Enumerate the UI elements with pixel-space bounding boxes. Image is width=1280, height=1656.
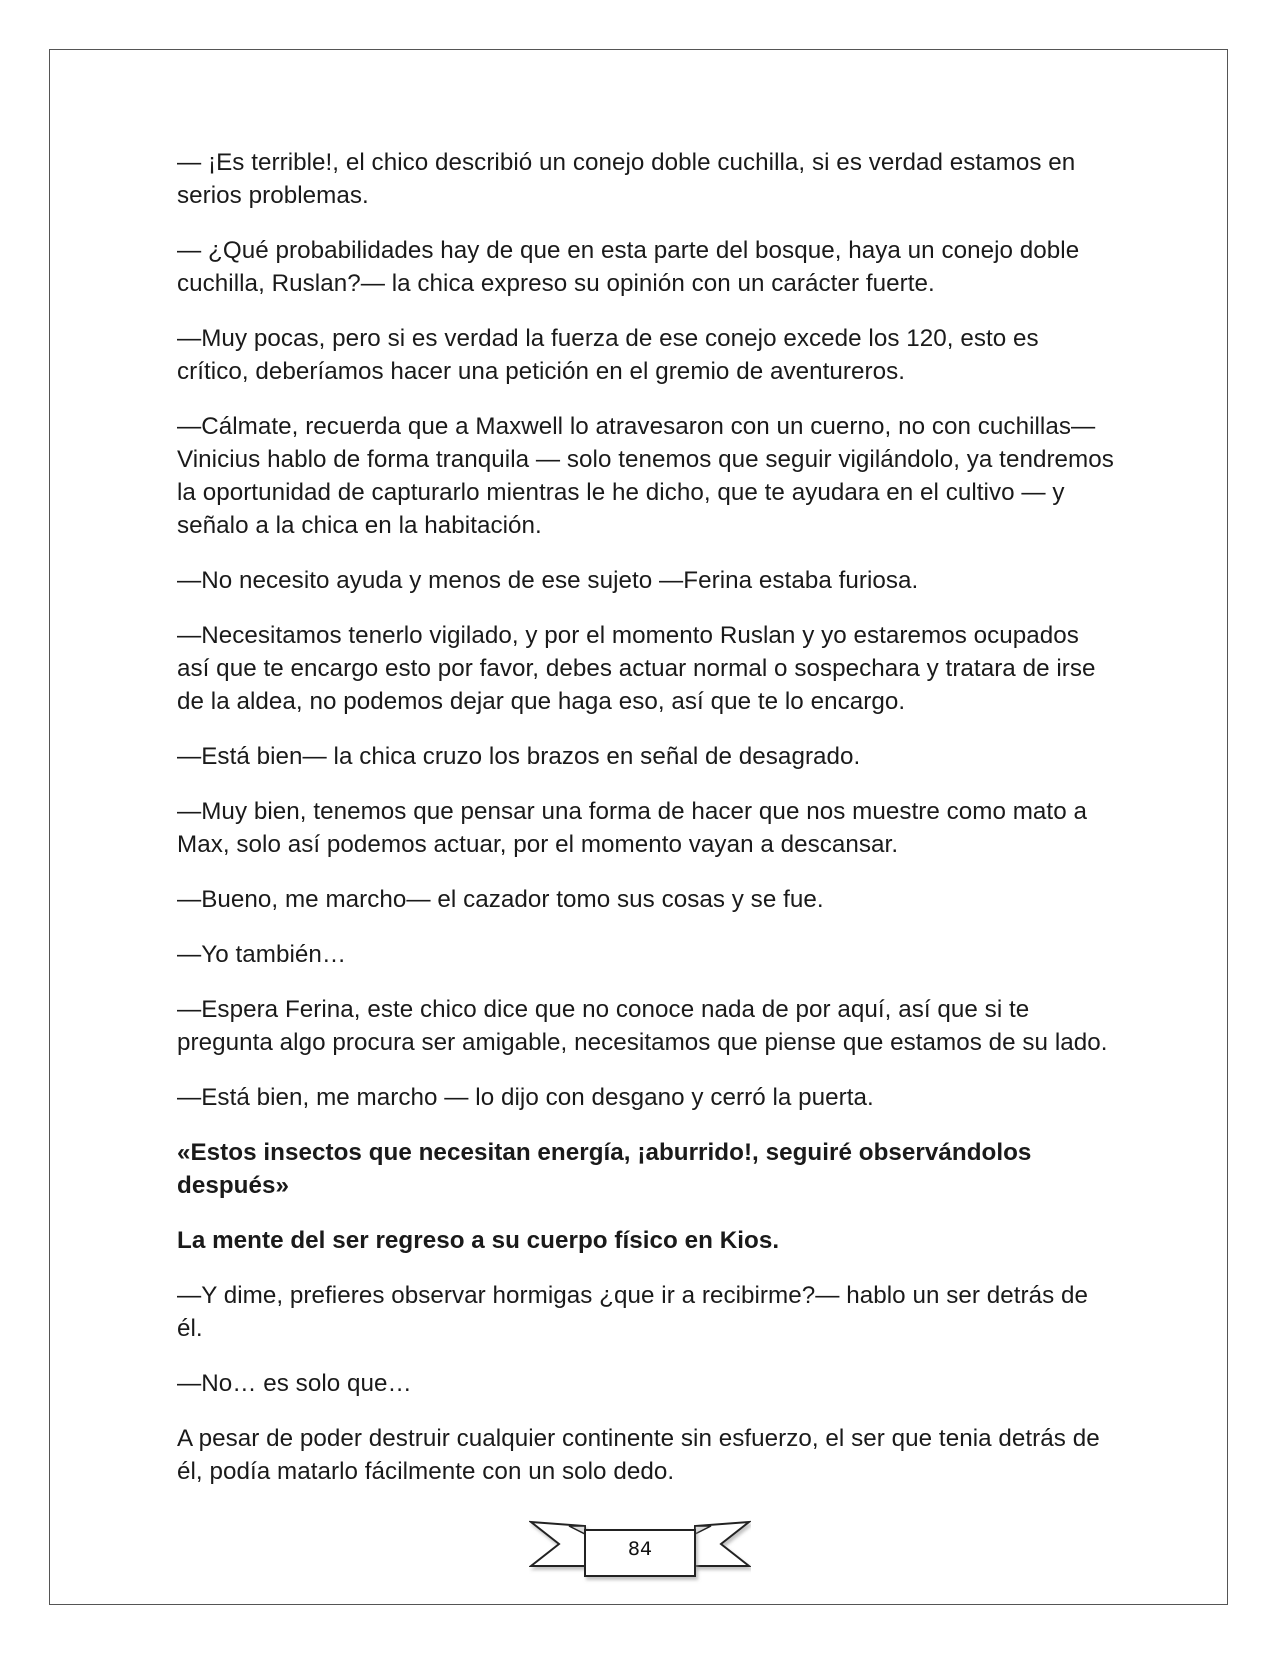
paragraph: —No necesito ayuda y menos de ese sujeto —Ferina estaba furiosa. <box>177 567 919 594</box>
paragraph: —Está bien, me marcho — lo dijo con desgano y cerró la puerta. <box>177 1084 874 1111</box>
paragraph: A pesar de poder destruir cualquier continente sin esfuerzo, el ser que tenia detrás de él, podía matarlo fácilmente con un solo dedo. <box>177 1425 1100 1485</box>
bold-paragraph: La mente del ser regreso a su cuerpo físico en Kios. <box>177 1227 780 1254</box>
paragraph: —Muy bien, tenemos que pensar una forma de hacer que nos muestre como mato a Max, solo así podemos actuar, por el momento vayan a descansar. <box>177 798 1087 858</box>
paragraph: —Está bien— la chica cruzo los brazos en señal de desagrado. <box>177 743 861 770</box>
page-number: 84 <box>627 1538 653 1560</box>
paragraph: —Yo también… <box>177 941 347 968</box>
page-number-banner <box>529 1516 751 1584</box>
paragraph: —Muy pocas, pero si es verdad la fuerza de ese conejo excede los 120, esto es crítico, deberíamos hacer una petición en el gremio de aventureros. <box>177 325 1039 385</box>
paragraph: —Y dime, prefieres observar hormigas ¿que ir a recibirme?— hablo un ser detrás de él. <box>177 1282 1089 1342</box>
paragraph: —Bueno, me marcho— el cazador tomo sus cosas y se fue. <box>177 886 824 913</box>
paragraph: — ¡Es terrible!, el chico describió un conejo doble cuchilla, si es verdad estamos en serios problemas. <box>177 149 1076 209</box>
paragraph: —Necesitamos tenerlo vigilado, y por el momento Ruslan y yo estaremos ocupados así que te encargo esto por favor, debes actuar normal o sospechara y tratara de irse de la aldea, no podemos dejar que haga eso, así que te lo encargo. <box>177 622 1096 715</box>
paragraph: — ¿Qué probabilidades hay de que en esta parte del bosque, haya un conejo doble cuchilla, Ruslan?— la chica expreso su opinión con un carácter fuerte. <box>177 237 1080 297</box>
paragraph: —Espera Ferina, este chico dice que no conoce nada de por aquí, así que si te pregunta algo procura ser amigable, necesitamos que piense que estamos de su lado. <box>177 996 1108 1056</box>
paragraph: —No… es solo que… <box>177 1370 412 1397</box>
paragraph: —Cálmate, recuerda que a Maxwell lo atravesaron con un cuerno, no con cuchillas— Vinicius hablo de forma tranquila — solo tenemos que seguir vigilándolo, ya tendremos la oportunidad de capturarlo mientras le he dicho, que te ayudara en el cultivo — y señalo a la chica en la habitación. <box>177 413 1114 539</box>
bold-paragraph: «Estos insectos que necesitan energía, ¡aburrido!, seguiré observándolos después» <box>177 1139 1032 1199</box>
page-body <box>177 146 1117 1510</box>
